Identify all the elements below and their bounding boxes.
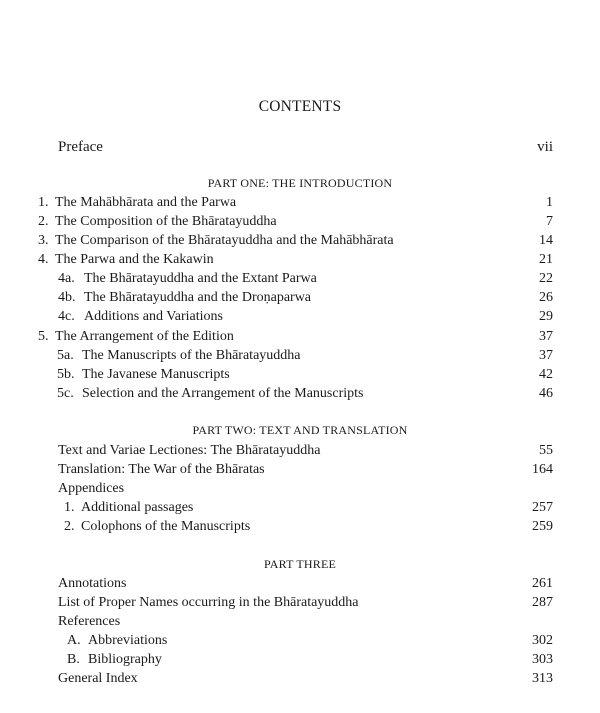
entry-page: 26 [539,290,553,305]
entry-page: 21 [539,252,553,267]
entry-page: 313 [532,671,553,686]
entry-page: 42 [539,367,553,382]
part-three-heading: PART THREE [263,557,337,571]
entry-label: Preface [58,139,103,155]
entry-number: 2. [64,519,75,534]
entry-page: 303 [532,652,553,667]
entry-label: Bibliography [88,652,162,667]
entry-page: 29 [539,309,553,324]
entry-label: Additions and Variations [84,309,223,324]
entry-label: The Parwa and the Kakawin [55,252,214,267]
entry-page: 287 [532,595,553,610]
entry-page: 1 [546,195,553,210]
entry-number: 3. [38,233,49,248]
entry-label: Translation: The War of the Bhāratas [58,462,265,477]
toc-entry[interactable] [0,193,600,212]
entry-label: The Bhāratayuddha and the Extant Parwa [84,271,317,286]
entry-label: Additional passages [81,500,194,515]
entry-number: 5c. [57,386,74,401]
entry-number: 1. [64,500,75,515]
entry-label: The Bhāratayuddha and the Droṇaparwa [84,290,312,305]
entry-label: Text and Variae Lectiones: The Bhāratayuddha [58,443,321,458]
toc-subentry[interactable] [0,650,600,669]
toc-entry[interactable] [0,212,600,231]
toc-subentry[interactable] [0,269,600,288]
entry-number: 2. [38,214,49,229]
toc-entry[interactable] [0,593,600,612]
entry-page: 259 [532,519,553,534]
toc-entry[interactable] [0,669,600,688]
entry-label: The Arrangement of the Edition [55,329,234,344]
part-one-heading: PART ONE: THE INTRODUCTION [207,176,393,190]
entry-number: 5b. [57,367,75,382]
entry-label: The Comparison of the Bhāratayuddha and the Mahābhārata [55,233,394,248]
toc-entry[interactable] [0,250,600,269]
entry-page: vii [537,139,553,155]
entry-number: 5. [38,329,49,344]
toc-subentry[interactable] [0,384,600,403]
toc-entry[interactable] [0,231,600,250]
entry-label: References [58,614,121,629]
entry-label: General Index [58,671,138,686]
page-title: CONTENTS [258,98,342,115]
toc-subentry[interactable] [0,365,600,384]
entry-number: 4c. [58,309,75,324]
toc-entry-preface[interactable] [0,138,600,157]
entry-page: 37 [539,348,553,363]
entry-page: 22 [539,271,553,286]
entry-label: The Composition of the Bhāratayuddha [55,214,277,229]
entry-number: 1. [38,195,49,210]
entry-page: 55 [539,443,553,458]
toc-entry[interactable] [0,327,600,346]
entry-number: B. [67,652,80,667]
toc-entry[interactable] [0,441,600,460]
entry-number: 4. [38,252,49,267]
toc-subentry[interactable] [0,307,600,326]
entry-label: The Manuscripts of the Bhāratayuddha [82,348,301,363]
entry-label: Colophons of the Manuscripts [81,519,251,534]
toc-entry-group [0,479,600,498]
entry-label: The Mahābhārata and the Parwa [55,195,237,210]
entry-number: A. [67,633,81,648]
entry-label: List of Proper Names occurring in the Bhāratayuddha [58,595,359,610]
entry-number: 4b. [58,290,76,305]
entry-page: 302 [532,633,553,648]
entry-page: 261 [532,576,553,591]
toc-subentry[interactable] [0,346,600,365]
entry-page: 7 [546,214,553,229]
toc-subentry[interactable] [0,288,600,307]
entry-label: Abbreviations [88,633,168,648]
entry-number: 5a. [57,348,74,363]
entry-number: 4a. [58,271,75,286]
toc-subentry[interactable] [0,498,600,517]
entry-page: 46 [539,386,553,401]
entry-label: Selection and the Arrangement of the Manuscripts [82,386,364,401]
entry-label: Appendices [58,481,125,496]
toc-entry[interactable] [0,574,600,593]
entry-page: 257 [532,500,553,515]
toc-entry-group [0,612,600,631]
entry-label: The Javanese Manuscripts [82,367,230,382]
toc-entry[interactable] [0,460,600,479]
entry-page: 37 [539,329,553,344]
part-two-heading: PART TWO: TEXT AND TRANSLATION [192,423,408,437]
toc-subentry[interactable] [0,517,600,536]
entry-page: 164 [532,462,553,477]
toc-subentry[interactable] [0,631,600,650]
entry-label: Annotations [58,576,127,591]
entry-page: 14 [539,233,553,248]
